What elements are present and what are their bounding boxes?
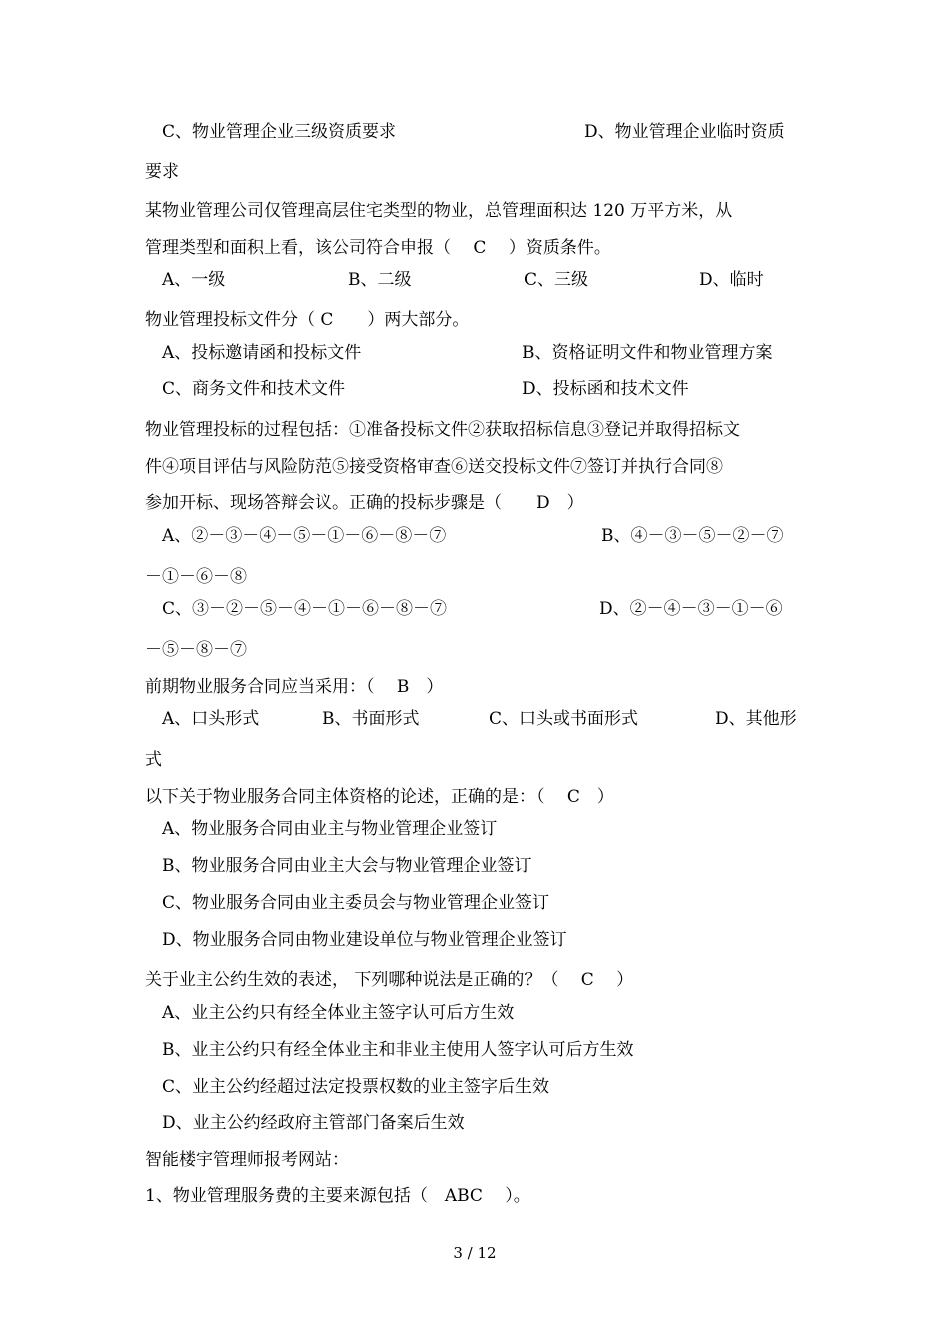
q0-option-d-wrap: 要求 [145, 162, 179, 182]
q5-option-a: A、物业服务合同由业主与物业管理企业签订 [162, 819, 498, 839]
q3-option-a: A、②－③－④－⑤－①－⑥－⑧－⑦ [162, 526, 447, 546]
q3-stem-line1: 物业管理投标的过程包括：①准备投标文件②获取招标信息③登记并取得招标文 [145, 420, 740, 440]
q4-stem: 前期物业服务合同应当采用：（ B ） [145, 677, 444, 697]
q1-option-d: D、临时 [699, 270, 764, 290]
q4-option-d-wrap: 式 [145, 750, 162, 770]
q2-stem: 物业管理投标文件分（ C ）两大部分。 [145, 310, 470, 330]
q7-stem: 1、物业管理服务费的主要来源包括（ ABC ）。 [145, 1186, 531, 1206]
q4-option-c: C、口头或书面形式 [489, 709, 639, 729]
q6-option-a: A、业主公约只有经全体业主签字认可后方生效 [162, 1003, 515, 1023]
q3-option-c: C、③－②－⑤－④－①－⑥－⑧－⑦ [162, 599, 448, 619]
q6-option-c: C、业主公约经超过法定投票权数的业主签字后生效 [162, 1077, 550, 1097]
q3-option-d: D、②－④－③－①－⑥ [599, 599, 783, 619]
q1-stem-line1: 某物业管理公司仅管理高层住宅类型的物业，总管理面积达 120 万平方米，从 [145, 201, 733, 221]
website-heading: 智能楼宇管理师报考网站： [145, 1150, 349, 1170]
q0-option-d: D、物业管理企业临时资质 [584, 122, 785, 142]
q5-option-b: B、物业服务合同由业主大会与物业管理企业签订 [162, 856, 532, 876]
q5-option-d: D、物业服务合同由物业建设单位与物业管理企业签订 [162, 930, 567, 950]
q3-stem-line3: 参加开标、现场答辩会议。正确的投标步骤是（ D ） [145, 493, 584, 513]
q1-option-b: B、二级 [348, 270, 412, 290]
q3-option-b: B、④－③－⑤－②－⑦ [601, 526, 784, 546]
q2-option-d: D、投标函和技术文件 [522, 379, 689, 399]
q3-option-b-wrap: －①－⑥－⑧ [145, 567, 247, 587]
q2-option-c: C、商务文件和技术文件 [162, 379, 346, 399]
q6-option-d: D、业主公约经政府主管部门备案后生效 [162, 1113, 465, 1133]
q3-stem-line2: 件④项目评估与风险防范⑤接受资格审查⑥送交投标文件⑦签订并执行合同⑧ [145, 457, 723, 477]
q1-option-a: A、一级 [162, 270, 226, 290]
q1-option-c: C、三级 [524, 270, 589, 290]
q4-option-a: A、口头形式 [162, 709, 260, 729]
q6-option-b: B、业主公约只有经全体业主和非业主使用人签字认可后方生效 [162, 1040, 634, 1060]
q4-option-b: B、书面形式 [322, 709, 420, 729]
q4-option-d: D、其他形 [715, 709, 797, 729]
q2-option-a: A、投标邀请函和投标文件 [162, 343, 362, 363]
q2-option-b: B、资格证明文件和物业管理方案 [522, 343, 773, 363]
q6-stem: 关于业主公约生效的表述， 下列哪种说法是正确的？（ C ） [145, 970, 634, 990]
q3-option-d-wrap: －⑤－⑧－⑦ [145, 640, 247, 660]
q0-option-c: C、物业管理企业三级资质要求 [162, 122, 397, 142]
q5-option-c: C、物业服务合同由业主委员会与物业管理企业签订 [162, 893, 550, 913]
q5-stem: 以下关于物业服务合同主体资格的论述，正确的是：（ C ） [145, 787, 614, 807]
q1-stem-line2: 管理类型和面积上看，该公司符合申报（ C ）资质条件。 [145, 238, 611, 258]
page-number: 3 / 12 [453, 1244, 497, 1262]
